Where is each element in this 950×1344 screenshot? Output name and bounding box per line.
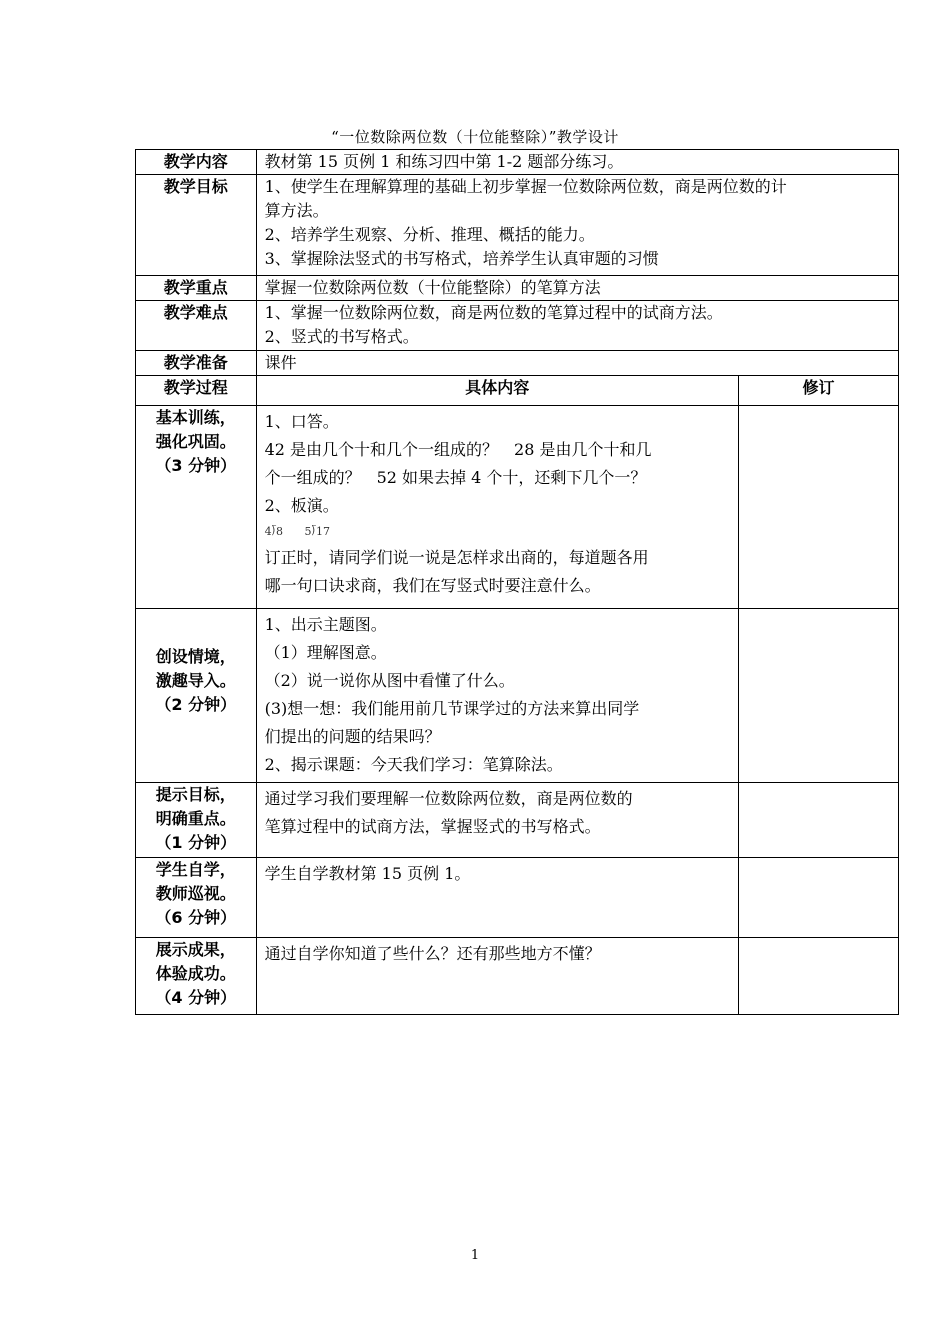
stage-content bbox=[256, 858, 738, 938]
content-line: （2）说一说你从图中看懂了什么。 bbox=[264, 671, 515, 690]
stage-row bbox=[136, 858, 899, 938]
label-process: 教学过程 bbox=[136, 376, 257, 406]
revision-cell bbox=[738, 938, 898, 1015]
row-process-header bbox=[136, 376, 899, 406]
difficulty-line: 2、竖式的书写格式。 bbox=[264, 327, 419, 346]
content-line: （1）理解图意。 bbox=[264, 643, 387, 662]
label-teaching-content: 教学内容 bbox=[136, 150, 257, 175]
division-exercises bbox=[265, 520, 730, 544]
document-title: “一位数除两位数（十位能整除）”教学设计 bbox=[331, 128, 619, 146]
content-line: 2、板演。 bbox=[264, 496, 339, 515]
goal-line: 1、使学生在理解算理的基础上初步掌握一位数除两位数，商是两位数的计 bbox=[264, 177, 787, 196]
stage-name: 基本训练， 强化巩固。 （3 分钟） bbox=[136, 406, 257, 609]
stage-row bbox=[136, 406, 899, 609]
revision-cell bbox=[738, 406, 898, 609]
value-preparation: 课件 bbox=[256, 351, 898, 376]
row-preparation bbox=[136, 351, 899, 376]
goal-line: 3、掌握除法竖式的书写格式，培养学生认真审题的习惯 bbox=[264, 249, 659, 268]
column-header-content: 具体内容 bbox=[256, 376, 738, 406]
column-header-revise: 修订 bbox=[738, 376, 898, 406]
stage-content bbox=[256, 938, 738, 1015]
content-line: 2、揭示课题：今天我们学习：笔算除法。 bbox=[264, 755, 563, 774]
difficulty-line: 1、掌握一位数除两位数，商是两位数的笔算过程中的试商方法。 bbox=[264, 303, 723, 322]
value-teaching-content: 教材第 15 页例 1 和练习四中第 1-2 题部分练习。 bbox=[256, 150, 898, 175]
row-teaching-content bbox=[136, 150, 899, 175]
goal-line: 2、培养学生观察、分析、推理、概括的能力。 bbox=[264, 225, 595, 244]
revision-cell bbox=[738, 783, 898, 858]
content-line: 个一组成的？ 52 如果去掉 4 个十，还剩下几个一？ bbox=[264, 468, 647, 487]
division-exercise: 4⟌8 bbox=[264, 525, 284, 538]
content-line: 订正时，请同学们说一说是怎样求出商的，每道题各用 bbox=[264, 548, 649, 567]
content-line: 42 是由几个十和几个一组成的？ 28 是由几个十和几 bbox=[264, 440, 652, 459]
label-preparation: 教学准备 bbox=[136, 351, 257, 376]
lesson-plan-table bbox=[135, 149, 899, 1015]
label-difficulty: 教学难点 bbox=[136, 301, 257, 351]
content-line: 哪一句口诀求商，我们在写竖式时要注意什么。 bbox=[264, 576, 601, 595]
content-line: 们提出的问题的结果吗？ bbox=[264, 727, 441, 746]
row-difficulty bbox=[136, 301, 899, 351]
stage-row bbox=[136, 783, 899, 858]
row-teaching-goals bbox=[136, 175, 899, 276]
content-line: 笔算过程中的试商方法，掌握竖式的书写格式。 bbox=[264, 817, 601, 836]
content-line: 学生自学教材第 15 页例 1。 bbox=[264, 864, 471, 883]
page-number: 1 bbox=[470, 1248, 480, 1263]
content-line: 通过学习我们要理解一位数除两位数，商是两位数的 bbox=[264, 789, 633, 808]
content-line: 通过自学你知道了些什么？还有那些地方不懂？ bbox=[264, 944, 601, 963]
stage-row bbox=[136, 609, 899, 783]
row-key-point bbox=[136, 276, 899, 301]
stage-content bbox=[256, 406, 738, 609]
goal-line: 算方法。 bbox=[264, 201, 329, 220]
stage-name: 提示目标， 明确重点。 （1 分钟） bbox=[136, 783, 257, 858]
division-exercise: 5⟌17 bbox=[304, 525, 330, 538]
stage-name: 展示成果， 体验成功。 （4 分钟） bbox=[136, 938, 257, 1015]
content-line: 1、出示主题图。 bbox=[264, 615, 387, 634]
revision-cell bbox=[738, 858, 898, 938]
stage-name: 创设情境， 激趣导入。 （2 分钟） bbox=[136, 609, 257, 783]
value-difficulty bbox=[256, 301, 898, 351]
label-teaching-goals: 教学目标 bbox=[136, 175, 257, 276]
value-teaching-goals bbox=[256, 175, 898, 276]
label-key-point: 教学重点 bbox=[136, 276, 257, 301]
content-line: 1、口答。 bbox=[264, 412, 339, 431]
content-line: (3)想一想：我们能用前几节课学过的方法来算出同学 bbox=[264, 699, 640, 718]
stage-content bbox=[256, 609, 738, 783]
stage-name: 学生自学， 教师巡视。 （6 分钟） bbox=[136, 858, 257, 938]
revision-cell bbox=[738, 609, 898, 783]
stage-row bbox=[136, 938, 899, 1015]
stage-content bbox=[256, 783, 738, 858]
value-key-point: 掌握一位数除两位数（十位能整除）的笔算方法 bbox=[256, 276, 898, 301]
